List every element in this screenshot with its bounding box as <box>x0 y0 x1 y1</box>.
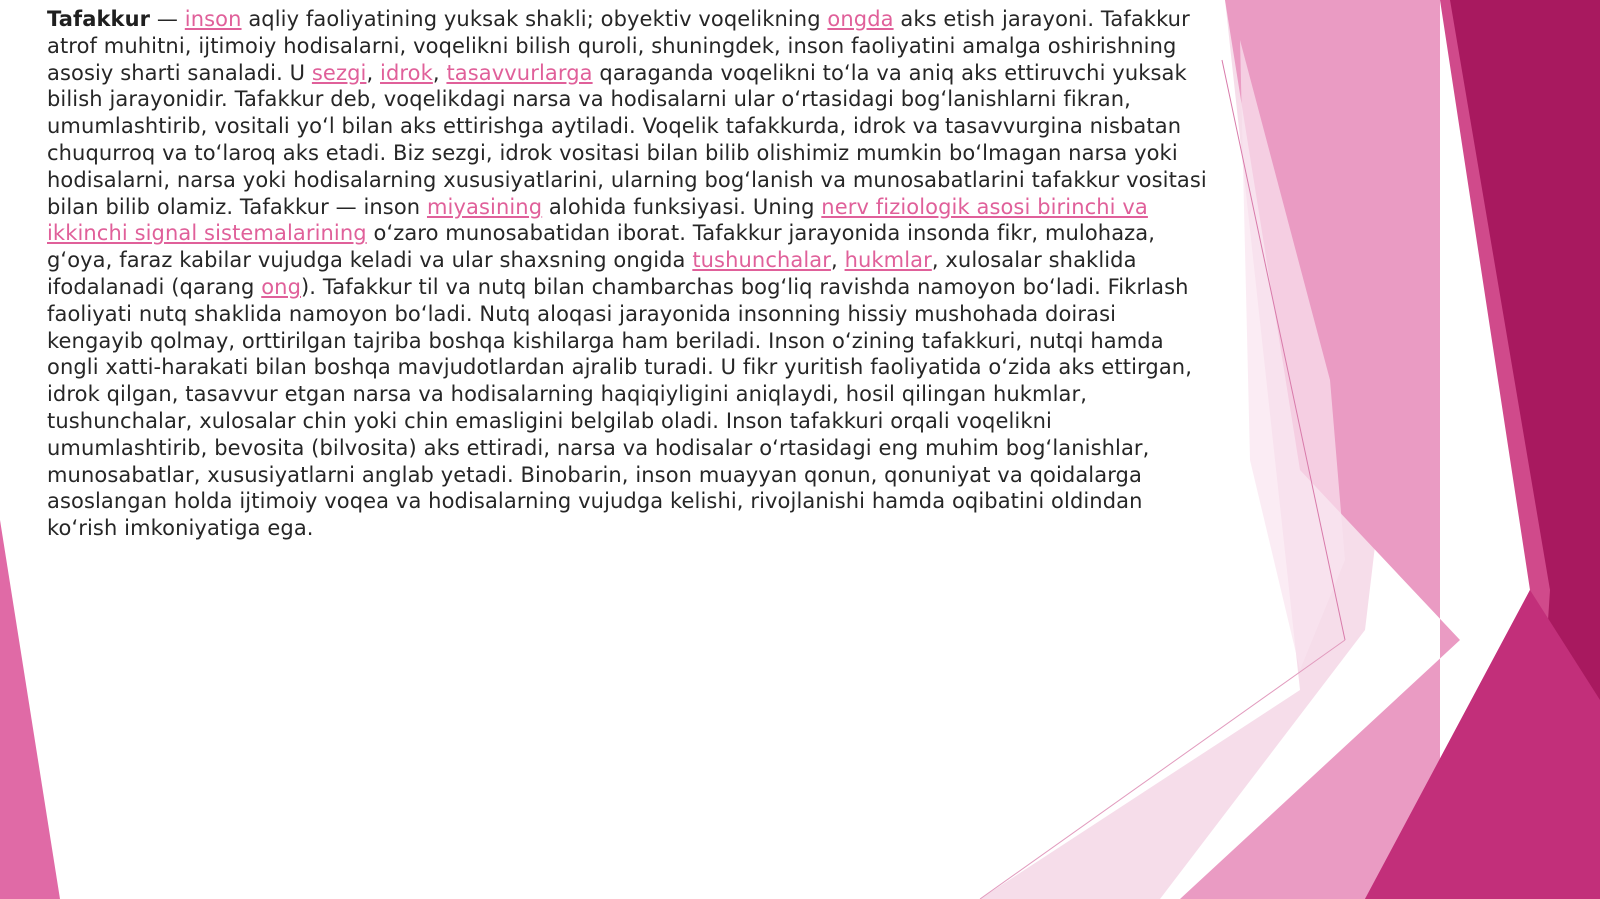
text-segment: alohida funksiyasi. Uning <box>542 194 822 219</box>
link-hukmlar[interactable]: hukmlar <box>844 248 932 273</box>
text-separator: , <box>432 60 447 85</box>
dash: — <box>150 7 185 31</box>
link-idrok[interactable]: idrok <box>380 60 433 85</box>
left-wedge-shape <box>0 520 60 899</box>
link-ong[interactable]: ong <box>261 274 302 299</box>
text-separator: , <box>831 248 845 273</box>
link-miyasining[interactable]: miyasining <box>426 194 543 219</box>
link-tushunchalar[interactable]: tushunchalar <box>692 248 831 273</box>
link-nerv-signal-sistemalari[interactable]: nerv fiziologik asosi birinchi va ikkinchi signal sistemalarining <box>47 194 1148 246</box>
link-sezgi[interactable]: sezgi <box>311 60 367 85</box>
definition-paragraph <box>47 6 1207 542</box>
text-separator: , <box>366 60 381 85</box>
text-segment: aqliy faoliyatining yuksak shakli; obyektiv voqelikning <box>241 7 828 31</box>
term-heading: Tafakkur <box>47 7 151 31</box>
link-tasavvurlarga[interactable]: tasavvurlarga <box>446 60 593 85</box>
text-segment: oʻzaro munosabatidan iborat. Tafakkur jarayonida insonda fikr, mulohaza, gʻoya, faraz kabilar vujudga keladi va ular shaxsning ongida <box>47 221 1156 273</box>
link-inson[interactable]: inson <box>184 7 242 31</box>
text-segment: ). Tafakkur til va nutq bilan chambarchas bogʻliq ravishda namoyon boʻladi. Fikrlash faoliyati nutq shaklida namoyon boʻladi. Nutq aloqasi jarayonida insonning hissiy mushohada doirasi kengayib qolmay, orttirilgan tajriba boshqa kishilarga ham beriladi. Inson oʻzining tafakkuri, nutqi hamda ongli xatti-harakati bilan boshqa mavjudotlardan ajralib turadi. U fikr yuritish faoliyatida oʻzida aks ettirgan, idrok qilgan, tasavvur etgan narsa va hodisalarning haqiqiyligini aniqlaydi, hosil qilingan hukmlar, tushunchalar, xulosalar chin yoki chin emasligini belgilab oladi. Inson tafakkuri orqali voqelikni umumlashtirib, bevosita (bilvosita) aks ettiradi, narsa va hodisalar oʻrtasidagi eng muhim bogʻlanishlar, munosabatlar, xususiyatlarni anglab yetadi. Binobarin, inson muayyan qonun, qonuniyat va qoidalarga asoslangan holda ijtimoiy voqea va hodisalarning vujudga kelishi, rivojlanishi hamda oqibatini oldindan koʻrish imkoniyatiga ega. <box>47 274 1192 541</box>
text-segment: aks etish jarayoni. Tafakkur atrof muhitni, ijtimoiy hodisalarni, voqelikni bilish quroli, shuningdek, inson faoliyatini amalga oshirishning asosiy sharti sanaladi. U <box>47 7 1190 85</box>
text-segment: qaraganda voqelikni toʻla va aniq aks ettiruvchi yuksak bilish jarayonidir. Tafakkur deb, voqelikdagi narsa va hodisalarni ular oʻrtasidagi bogʻlanishlarni fikran, umumlashtirib, vositali yoʻl bilan aks ettirishga aytiladi. Voqelik tafakkurda, idrok va tasavvurgina nisbatan chuqurroq va toʻlaroq aks etadi. Biz sezgi, idrok vositasi bilan bilib olishimiz mumkin boʻlmagan narsa yoki hodisalarni, narsa yoki hodisalarning xususiyatlarini, ularning bogʻlanish va munosabatlarini tafakkur vositasi bilan bilib olamiz. Tafakkur — inson <box>47 60 1207 219</box>
link-ongda[interactable]: ongda <box>827 7 894 31</box>
text-segment: , xulosalar shaklida ifodalanadi (qarang <box>47 248 1137 299</box>
